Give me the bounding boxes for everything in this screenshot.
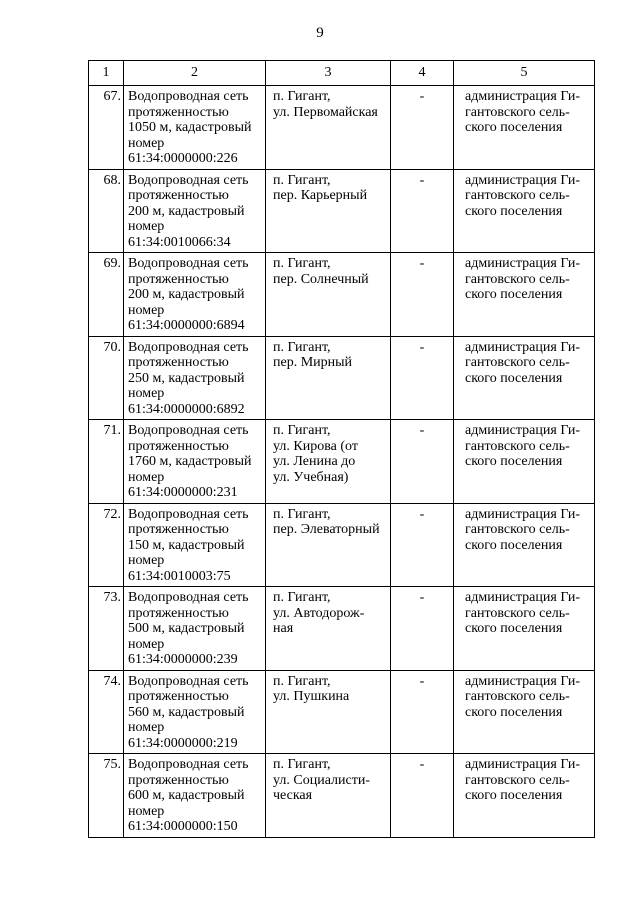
owner-line: администрация Ги- (465, 256, 581, 271)
object-name-line: протяженностью (128, 104, 229, 120)
owner-line: ского поселения (465, 203, 563, 219)
col4-cell: - (391, 86, 454, 170)
object-name-line: Водопроводная сеть (128, 172, 249, 188)
owner-cell (454, 754, 595, 838)
col4-cell: - (391, 253, 454, 337)
address-line: п. Гигант, (273, 506, 331, 522)
object-name-cell (124, 420, 266, 504)
owner-line: администрация Ги- (465, 423, 581, 438)
owner-line: администрация Ги- (465, 673, 581, 689)
owner-cell (454, 336, 595, 420)
address-line: п. Гигант, (273, 590, 331, 605)
row-number: 73. (89, 587, 124, 671)
table-row (89, 587, 595, 671)
row-number: 70. (89, 336, 124, 420)
owner-line: ского поселения (465, 120, 563, 135)
owner-line: администрация Ги- (465, 339, 581, 355)
owner-line: администрация Ги- (465, 590, 581, 605)
table-row (89, 754, 595, 838)
row-number: 72. (89, 503, 124, 587)
owner-line: ского поселения (465, 287, 563, 302)
object-name-line: 61:34:0000000:239 (128, 652, 238, 667)
object-name-line: 250 м, кадастровый (128, 370, 245, 386)
owner-line: гантовского сель- (465, 438, 570, 454)
address-cell (266, 420, 391, 504)
owner-cell (454, 503, 595, 587)
address-line: п. Гигант, (273, 757, 331, 772)
table-row (89, 253, 595, 337)
table-row (89, 420, 595, 504)
owner-line: ского поселения (465, 704, 563, 720)
address-cell (266, 503, 391, 587)
address-line: ул. Ленина до (273, 454, 356, 469)
table-row (89, 86, 595, 170)
object-name-line: протяженностью (128, 772, 229, 788)
address-line: п. Гигант, (273, 89, 331, 104)
page-number: 9 (316, 25, 324, 41)
address-cell (266, 754, 391, 838)
address-line: ул. Учебная) (273, 469, 349, 485)
object-name-line: номер (128, 386, 165, 401)
object-name-line: 600 м, кадастровый (128, 788, 245, 803)
owner-cell (454, 670, 595, 754)
row-number: 67. (89, 86, 124, 170)
table-row (89, 503, 595, 587)
owner-cell (454, 86, 595, 170)
object-name-cell (124, 253, 266, 337)
object-name-cell (124, 86, 266, 170)
owner-line: гантовского сель- (465, 772, 570, 788)
object-name-line: Водопроводная сеть (128, 89, 249, 104)
object-name-line: протяженностью (128, 689, 229, 704)
address-line: п. Гигант, (273, 339, 331, 355)
address-line: п. Гигант, (273, 172, 331, 188)
object-name-line: протяженностью (128, 271, 229, 287)
object-name-line: 1760 м, кадастровый (128, 454, 252, 469)
owner-line: ского поселения (465, 537, 563, 553)
object-name-line: 150 м, кадастровый (128, 537, 245, 553)
owner-line: гантовского сель- (465, 355, 570, 370)
col4-cell: - (391, 587, 454, 671)
table-body (89, 86, 595, 838)
object-name-cell (124, 169, 266, 253)
property-registry-table (88, 60, 595, 838)
col4-cell: - (391, 169, 454, 253)
object-name-line: 61:34:0010066:34 (128, 234, 231, 250)
object-name-line: Водопроводная сеть (128, 339, 249, 355)
address-cell (266, 670, 391, 754)
object-name-line: номер (128, 720, 165, 735)
object-name-line: 61:34:0000000:150 (128, 819, 238, 834)
header-col-3: 3 (266, 61, 391, 86)
owner-line: ского поселения (465, 454, 563, 469)
object-name-line: 560 м, кадастровый (128, 704, 245, 720)
col4-cell: - (391, 754, 454, 838)
table-row (89, 336, 595, 420)
address-line: п. Гигант, (273, 256, 331, 271)
object-name-line: 61:34:0000000:219 (128, 735, 238, 751)
address-line: пер. Карьерный (273, 188, 368, 203)
owner-line: администрация Ги- (465, 172, 581, 188)
object-name-line: 61:34:0010003:75 (128, 568, 231, 584)
address-cell (266, 336, 391, 420)
owner-line: гантовского сель- (465, 605, 570, 621)
address-line: ул. Пушкина (273, 689, 350, 704)
owner-cell (454, 253, 595, 337)
owner-line: гантовского сель- (465, 271, 570, 287)
address-line: п. Гигант, (273, 673, 331, 689)
header-col-2: 2 (124, 61, 266, 86)
object-name-line: номер (128, 803, 165, 819)
object-name-line: номер (128, 302, 165, 318)
table-row (89, 670, 595, 754)
object-name-line: 61:34:0000000:6894 (128, 318, 245, 333)
header-col-5: 5 (454, 61, 595, 86)
object-name-line: 61:34:0000000:226 (128, 151, 238, 166)
owner-line: ского поселения (465, 621, 563, 636)
owner-line: администрация Ги- (465, 506, 581, 522)
address-line: ул. Социалисти- (273, 772, 370, 788)
owner-cell (454, 169, 595, 253)
object-name-line: протяженностью (128, 605, 229, 621)
object-name-cell (124, 670, 266, 754)
owner-line: администрация Ги- (465, 89, 581, 104)
address-line: пер. Элеваторный (273, 522, 380, 537)
row-number: 74. (89, 670, 124, 754)
row-number: 69. (89, 253, 124, 337)
object-name-line: протяженностью (128, 438, 229, 454)
object-name-cell (124, 336, 266, 420)
owner-cell (454, 587, 595, 671)
address-line: пер. Солнечный (273, 271, 369, 287)
row-number: 75. (89, 754, 124, 838)
address-line: ул. Первомайская (273, 104, 378, 120)
col4-cell: - (391, 670, 454, 754)
object-name-cell (124, 754, 266, 838)
col4-cell: - (391, 503, 454, 587)
owner-line: гантовского сель- (465, 689, 570, 704)
object-name-line: Водопроводная сеть (128, 506, 249, 522)
header-col-4: 4 (391, 61, 454, 86)
col4-cell: - (391, 336, 454, 420)
object-name-cell (124, 503, 266, 587)
address-line: ная (273, 621, 294, 636)
object-name-line: номер (128, 469, 165, 485)
row-number: 71. (89, 420, 124, 504)
owner-line: ского поселения (465, 788, 563, 803)
object-name-line: 61:34:0000000:6892 (128, 401, 245, 417)
object-name-line: номер (128, 636, 165, 652)
object-name-line: протяженностью (128, 522, 229, 537)
object-name-line: Водопроводная сеть (128, 423, 249, 438)
owner-line: администрация Ги- (465, 757, 581, 772)
address-line: пер. Мирный (273, 355, 353, 370)
object-name-line: 500 м, кадастровый (128, 621, 245, 636)
address-line: ческая (273, 788, 313, 803)
table-row (89, 169, 595, 253)
header-row (89, 61, 595, 86)
object-name-line: 200 м, кадастровый (128, 287, 245, 302)
owner-line: гантовского сель- (465, 188, 570, 203)
table-header (89, 61, 595, 86)
object-name-line: Водопроводная сеть (128, 673, 249, 689)
address-cell (266, 169, 391, 253)
object-name-line: 200 м, кадастровый (128, 203, 245, 219)
object-name-line: протяженностью (128, 188, 229, 203)
address-cell (266, 587, 391, 671)
object-name-line: 1050 м, кадастровый (128, 120, 252, 135)
object-name-line: номер (128, 135, 165, 151)
owner-cell (454, 420, 595, 504)
owner-line: гантовского сель- (465, 104, 570, 120)
address-cell (266, 86, 391, 170)
object-name-line: Водопроводная сеть (128, 256, 249, 271)
owner-line: ского поселения (465, 370, 563, 386)
object-name-line: Водопроводная сеть (128, 590, 249, 605)
row-number: 68. (89, 169, 124, 253)
address-line: ул. Автодорож- (273, 605, 365, 621)
header-col-1: 1 (89, 61, 124, 86)
object-name-line: 61:34:0000000:231 (128, 485, 238, 500)
object-name-line: протяженностью (128, 355, 229, 370)
address-cell (266, 253, 391, 337)
object-name-line: Водопроводная сеть (128, 757, 249, 772)
owner-line: гантовского сель- (465, 522, 570, 537)
object-name-line: номер (128, 219, 165, 234)
object-name-line: номер (128, 553, 165, 568)
object-name-cell (124, 587, 266, 671)
address-line: п. Гигант, (273, 423, 331, 438)
address-line: ул. Кирова (от (273, 438, 358, 454)
col4-cell: - (391, 420, 454, 504)
